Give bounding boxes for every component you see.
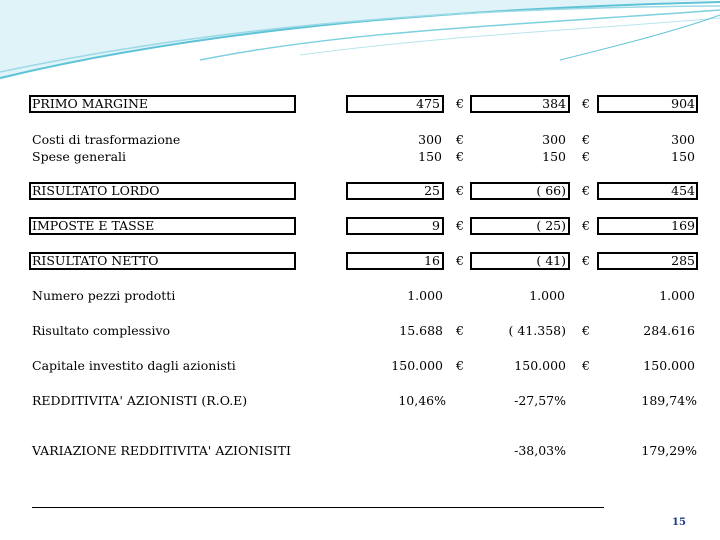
costi-trasformazione-c1: 300 [418,132,442,147]
capitale-investito-c2: 150.000 [514,358,566,373]
imposte-e1: € [456,218,464,233]
numero-pezzi-c1: 1.000 [407,288,443,303]
variazione-c2: -38,03% [514,443,566,458]
risultato-complessivo-e1: € [456,323,464,338]
page-number: 15 [672,517,686,528]
risultato-complessivo-c2: ( 41.358) [508,323,566,338]
capitale-investito-e1: € [456,358,464,373]
risultato-lordo-c3: 454 [671,183,695,198]
primo-margine-c2: 384 [542,96,566,111]
spese-generali-c2: 150 [542,149,566,164]
risultato-lordo-c1: 25 [424,183,440,198]
roe-c3: 189,74% [641,393,697,408]
capitale-investito-c1: 150.000 [391,358,443,373]
capitale-investito-e2: € [582,358,590,373]
spese-generali-c3: 150 [671,149,695,164]
roe-c1: 10,46% [398,393,446,408]
risultato-netto-c3: 285 [671,253,695,268]
risultato-lordo-label: RISULTATO LORDO [32,183,160,198]
imposte-e2: € [582,218,590,233]
risultato-complessivo-label: Risultato complessivo [32,323,171,338]
imposte-label: IMPOSTE E TASSE [32,218,155,233]
spese-generali-e2: € [582,149,590,164]
risultato-netto-label: RISULTATO NETTO [32,253,159,268]
spese-generali-c1: 150 [418,149,442,164]
roe-label: REDDITIVITA' AZIONISTI (R.O.E) [32,393,248,408]
risultato-complessivo-c1: 15.688 [399,323,443,338]
variazione-c3: 179,29% [641,443,697,458]
primo-margine-label: PRIMO MARGINE [32,96,149,111]
capitale-investito-c3: 150.000 [643,358,695,373]
spese-generali-e1: € [456,149,464,164]
spese-generali-label: Spese generali [32,149,127,164]
costi-trasformazione-label: Costi di trasformazione [32,132,181,147]
imposte-c3: 169 [671,218,695,233]
numero-pezzi-c2: 1.000 [529,288,565,303]
capitale-investito-label: Capitale investito dagli azionisti [32,358,236,373]
numero-pezzi-label: Numero pezzi prodotti [32,288,176,303]
primo-margine-c3: 904 [671,96,695,111]
costi-trasformazione-e1: € [456,132,464,147]
primo-margine-e1: € [456,96,464,111]
risultato-complessivo-e2: € [582,323,590,338]
imposte-c1: 9 [432,218,440,233]
imposte-c2: ( 25) [536,218,566,233]
bottom-rule [32,507,604,508]
risultato-complessivo-c3: 284.616 [643,323,695,338]
costi-trasformazione-e2: € [582,132,590,147]
variazione-label: VARIAZIONE REDDITIVITA' AZIONISITI [32,443,291,458]
costi-trasformazione-c2: 300 [542,132,566,147]
risultato-netto-c2: ( 41) [536,253,566,268]
header-wave-decoration [0,0,720,90]
risultato-netto-e1: € [456,253,464,268]
costi-trasformazione-c3: 300 [671,132,695,147]
risultato-lordo-e2: € [582,183,590,198]
risultato-netto-e2: € [582,253,590,268]
risultato-netto-c1: 16 [424,253,440,268]
roe-c2: -27,57% [514,393,566,408]
risultato-lordo-c2: ( 66) [536,183,566,198]
primo-margine-e2: € [582,96,590,111]
numero-pezzi-c3: 1.000 [659,288,695,303]
risultato-lordo-e1: € [456,183,464,198]
primo-margine-c1: 475 [416,96,440,111]
